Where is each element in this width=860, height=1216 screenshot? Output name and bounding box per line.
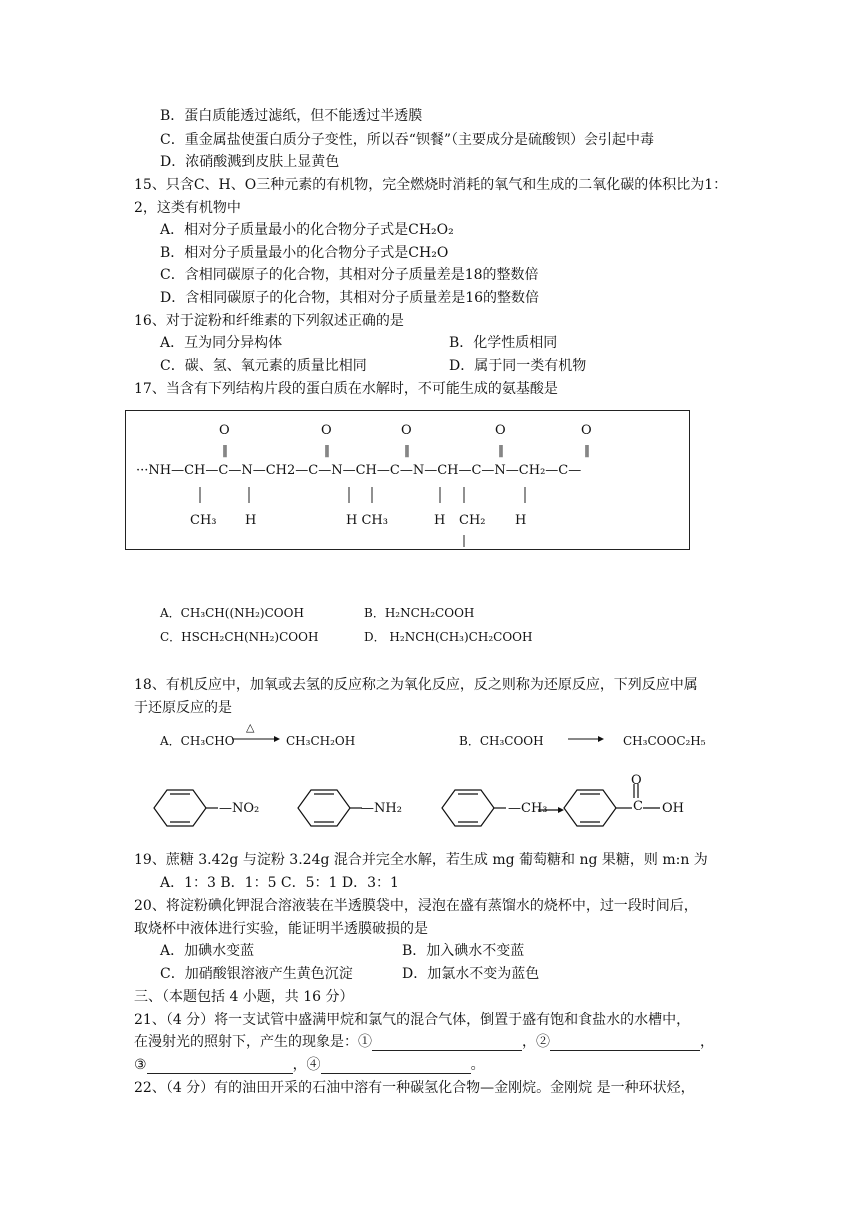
peptide-chain: ···NH—CH—C—N—CH2—C—N—CH—C—N—CH—C—N—CH₂—C— (136, 463, 582, 478)
q20-option-a: A．加碘水变蓝 (160, 943, 255, 959)
double-bond: ‖ (584, 443, 590, 457)
benzene-ring (442, 790, 494, 826)
double-bond: ‖ (222, 443, 228, 457)
carbonyl-oxygen: O (581, 423, 592, 438)
q14-option-c: C．重金属盐使蛋白质分子变性，所以吞“钡餐”（主要成分是硫酸钡）会引起中毒 (160, 132, 655, 148)
q18-stem-line2: 于还原反应的是 (134, 700, 232, 716)
hydroxyl-group: OH (662, 801, 684, 816)
q17-option-a: A．CH₃CH((NH₂)COOH (160, 606, 304, 620)
q16-option-c: C．碳、氢、氧元素的质量比相同 (160, 358, 367, 374)
q17-option-c: C．HSCH₂CH(NH₂)COOH (160, 630, 319, 644)
q16-option-b: B．化学性质相同 (449, 335, 558, 351)
amino-group: —NH₂ (361, 801, 402, 816)
q15-option-a: A．相对分子质量最小的化合物分子式是CH₂O₂ (160, 222, 454, 238)
carbonyl-oxygen: O (495, 423, 506, 438)
section-heading: 三、（本题包括 4 小题，共 16 分） (134, 989, 354, 1005)
q14-option-d: D．浓硝酸溅到皮肤上显黄色 (160, 154, 340, 170)
carboxyl-carbon: C (633, 799, 643, 814)
q19-options: A．1：3 B．1：5 C．5：1 D．3：1 (160, 875, 399, 891)
q17-option-b: B．H₂NCH₂COOH (364, 606, 475, 620)
answer-blank-1[interactable] (372, 1036, 522, 1051)
benzene-ring (298, 790, 350, 826)
q17-stem: 17、当含有下列结构片段的蛋白质在水解时，不可能生成的氨基酸是 (134, 381, 558, 397)
q22-stem: 22、（4 分）有的油田开采的石油中溶有一种碳氢化合物—金刚烷。金刚烷 是一种环状烃， (134, 1080, 695, 1096)
q15-option-c: C．含相同碳原子的化合物，其相对分子质量差是18的整数倍 (160, 267, 539, 283)
q18-option-a-reactant: A．CH₃CHO (160, 734, 235, 748)
answer-blank-4[interactable] (321, 1059, 471, 1074)
q21-stem-line3: ③ ，④ 。 (134, 1057, 485, 1073)
answer-blank-2[interactable] (550, 1036, 700, 1051)
reaction-arrow-icon (568, 734, 604, 744)
q21-stem-line2: 在漫射光的照射下，产生的现象是：① ，② ， (134, 1034, 714, 1050)
q17-option-d: D． H₂NCH(CH₃)CH₂COOH (364, 630, 533, 644)
q18-option-b-product: CH₃COOC₂H₅ (623, 734, 706, 748)
substituent: CH₂ (459, 513, 486, 528)
substituent: H (515, 513, 527, 528)
q19-stem: 19、蔗糖 3.42g 与淀粉 3.24g 混合并完全水解，若生成 mg 葡萄糖和 ng 果糖，则 m:n 为 (134, 852, 708, 868)
nitro-group: —NO₂ (219, 801, 260, 816)
q16-option-a: A．互为同分异构体 (160, 335, 283, 351)
substituent-bonds (126, 411, 691, 551)
q15-stem-line1: 15、只含C、H、O三种元素的有机物，完全燃烧时消耗的氧气和生成的二氧化碳的体积比为1： (134, 177, 728, 193)
double-bond: ‖ (324, 443, 330, 457)
substituent: H CH₃ (346, 513, 388, 528)
substituent: H (434, 513, 446, 528)
double-bond: ‖ (498, 443, 504, 457)
q16-option-d: D．属于同一类有机物 (449, 358, 587, 374)
q15-option-d: D．含相同碳原子的化合物，其相对分子质量差是16的整数倍 (160, 290, 540, 306)
answer-blank-3[interactable] (147, 1059, 293, 1074)
q20-option-b: B．加入碘水不变蓝 (402, 943, 525, 959)
substituent: H (245, 513, 257, 528)
q20-option-c: C．加硝酸银溶液产生黄色沉淀 (160, 966, 353, 982)
q15-option-b: B．相对分子质量最小的化合物分子式是CH₂O (160, 245, 449, 261)
peptide-structure-box (125, 410, 690, 550)
methyl-group: —CH₃ (508, 801, 548, 816)
reaction-arrow-icon (232, 734, 280, 744)
q20-stem-line1: 20、将淀粉碘化钾混合溶液装在半透膜袋中，浸泡在盛有蒸馏水的烧杯中，过一段时间后， (134, 898, 698, 914)
q16-stem: 16、对于淀粉和纤维素的下列叙述正确的是 (134, 313, 404, 329)
benzene-ring (564, 790, 616, 826)
benzene-ring (154, 790, 206, 826)
q20-stem-line2: 取烧杯中液体进行实验，能证明半透膜破损的是 (134, 921, 428, 937)
heat-condition: △ (246, 721, 255, 734)
q18-option-b-reactant: B．CH₃COOH (459, 734, 544, 748)
q20-option-d: D．加氯水不变为蓝色 (402, 966, 540, 982)
carbonyl-oxygen: O (321, 423, 332, 438)
q18-stem-line1: 18、有机反应中，加氧或去氢的反应称之为氧化反应，反之则称为还原反应，下列反应中属 (134, 677, 698, 693)
carboxyl-oxygen: O (631, 773, 642, 788)
q15-stem-line2: 2，这类有机物中 (134, 200, 241, 216)
q18-option-a-product: CH₃CH₂OH (286, 734, 356, 748)
carbonyl-oxygen: O (401, 423, 412, 438)
q21-stem-line1: 21、（4 分）将一支试管中盛满甲烷和氯气的混合气体，倒置于盛有饱和食盐水的水槽中， (134, 1012, 691, 1028)
carbonyl-oxygen: O (219, 423, 230, 438)
q14-option-b: B．蛋白质能透过滤纸，但不能透过半透膜 (160, 108, 423, 124)
double-bond: ‖ (404, 443, 410, 457)
substituent: CH₃ (190, 513, 217, 528)
